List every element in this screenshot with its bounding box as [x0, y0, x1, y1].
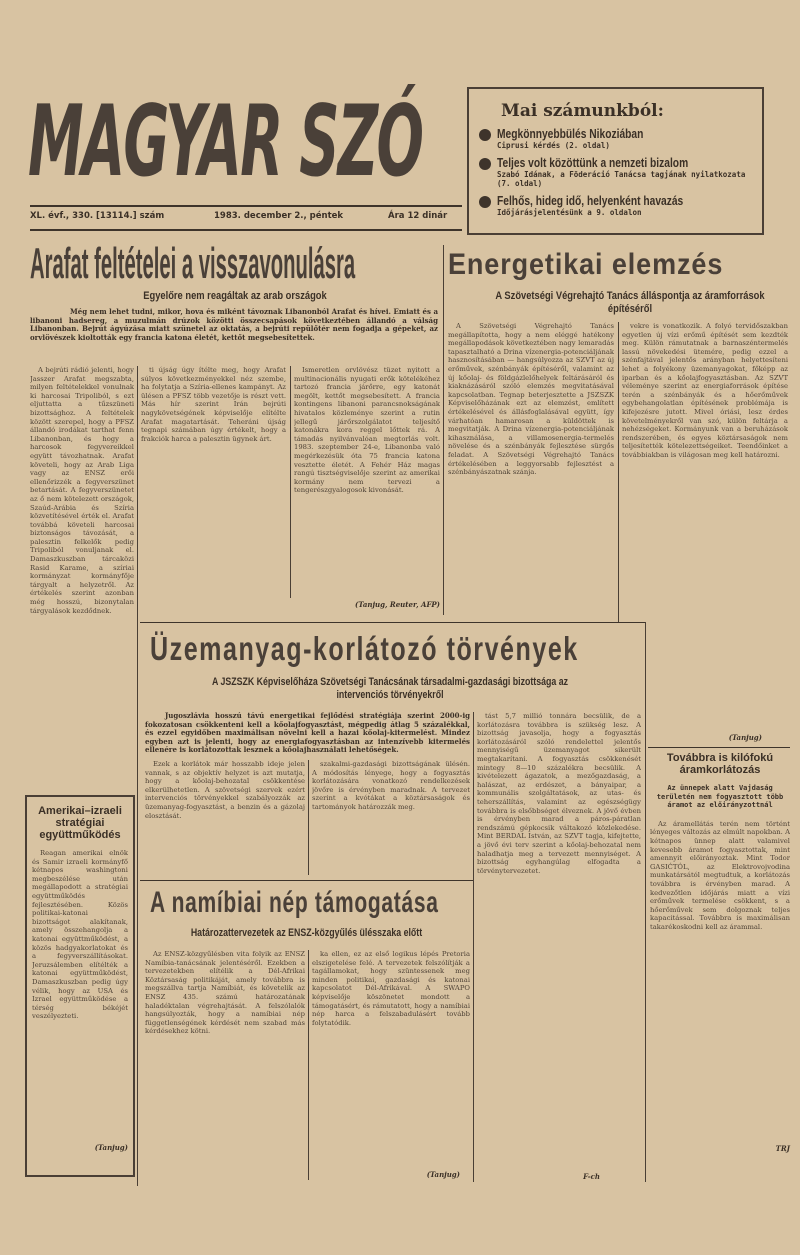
bullet-icon: [479, 196, 491, 208]
arafat-subtitle: Egyelőre nem reagáltak az arab országok: [143, 290, 327, 302]
arafat-lead: Még nem lehet tudni, mikor, hova és miként távoznak Libanonból Arafat és hívei. Emiatt és a libanoni hadsereg, a muzulmán drúzok közötti összecsapások következtében állandó a válság Libanonban. Bejrút ágyúzása miatt szünetel az oktatás, a bejrúti repülőtér nem fogadja a gépeket, az orvlövészek kioltották egy francia katona életét, kettőt megsebesítettek.: [30, 308, 438, 342]
energy-source: (Tanjug): [728, 733, 762, 742]
arafat-headline: Arafat feltételei a visszavonulásra: [30, 239, 356, 288]
bullet-icon: [479, 158, 491, 170]
fuel-subtitle: A JSZSZK Képviselőháza Szövetségi Tanácsának társadalmi-gazdasági bizottsága az intervenciós törvényekről: [211, 676, 569, 701]
divider: [30, 229, 462, 231]
price: Ára 12 dinár: [388, 211, 448, 221]
bullet-icon: [479, 129, 491, 141]
energy-subtitle: A Szövetségi Végrehajtó Tanács álláspontja az áramforrások építéséről: [495, 290, 765, 315]
usisrael-body: Reagan amerikai elnök és Samir izraeli kormányfő kétnapos washingtoni megbeszélése után megállapodott a stratégiai együttműködés fejlesztésében. Közös politikai-katonai bizottságot alakítanak, amely összehangolja a katonai együttműködést, a közös hadgyakorlatokat és a fegyverszállításokat. Jeruzsálemben elítélték a katonai együttműködést, Damaszkuszban pedig úgy vélik, hogy az USA és Izrael együttműködése a térség békéjét veszélyezteti.: [32, 849, 128, 1021]
divider: [30, 205, 462, 207]
contents-box: [467, 87, 764, 235]
fuel-column: Ezek a korlátok már hosszabb ideje jelen vannak, s az objektív helyzet is azt mutatja, hogy a kőolaj-behozatal csökkentése elkerülhetetlen. A szövetségi szervek ezért intervenciós törvényekkel szabályozzák az üzemanyag-fogyasztást, a benzin és a gázolaj elosztását.: [145, 760, 305, 820]
namibia-source: (Tanjug): [426, 1170, 460, 1179]
contents-sub: Időjárásjelentésünk a 9. oldalon: [497, 208, 642, 217]
contents-sub: Ciprusi kérdés (2. oldal): [497, 141, 610, 150]
arafat-column: A bejrúti rádió jelenti, hogy Jasszer Arafat megszabta, milyen feltételekkel vonulnak ki harcosai Tripoliból, s ezt eljuttatta a tűzszüneti bizottsághoz. A feltételek között szerepel, hogy a PFSZ állandó irodákat tarthat fenn Libanonban, és hogy a harcosok fegyvereikkel együtt távozhatnak. Arafat követeli, hogy az Arab Liga vagy az ENSZ erői ellenőrizzék a fegyverszünet betartását. A fegyverszünetet az ő nem kötelezett országok, Szaúd-Arábia és Szíria közvetítésével érték el. Arafat továbbá követeli harcosai biztonságos távozását, a palesztin felkelők pedig Tripoliból vonuljanak el. Damaszkuszban tárcaközi Rasid Karame, a szíriai kormányzat kormányfője tárgyalt a helyzetről. Az értékelés szerint azonban még hosszú, bizonytalan tárgyalások kezdődnek.: [30, 366, 134, 615]
fuel-source: F-ch: [583, 1172, 600, 1181]
energy-column: vekre is vonatkozik. A folyó tervidőszakban egyetlen új vízi erőmű építését sem kezdték meg. Külön rámutatnak a barnaszéntermelés lassú növekedési ütemére, pedig ezzel a szénfajtával jelentős arányban helyettesíteni lehet a folyékony üzemanyagokat, főképp az iparban és a kőolajfogyasztásban. Az SZVT véleménye szerint az energiaforrások építése terén a szénbányák és a hőerőművek egybehangolatlan építésének problémája is kifejezésre jutott. Mivel óriási, lesz érdes követelményekről van szó, külön feltárja a nehézségeket. Kormányunk van a beruházások rendszerében, és egyes köztársaságok nem teljesítették kötelezettségeiket. Teendőinket a továbbiakban is világosan meg kell határozni.: [622, 322, 788, 459]
namibia-column: Az ENSZ-közgyűlésben vita folyik az ENSZ Namíbia-tanácsának jelentéséről. Ezekben a tervezetekben elítélik a Dél-Afrikai Köztársaság politikáját, amely továbbra is megszállva tartja Namíbiát, és követelik az ENSZ 435. számú határozatának haladéktalan végrehajtását. A felszólalók hangsúlyozták, hogy a namíbiai nép függetlenségének kérdését nem szabad más kérdésekhez kötni.: [145, 950, 305, 1036]
contents-item[interactable]: [479, 194, 752, 217]
power-body: Az áramellátás terén nem történt lényeges változás az elmúlt napokban. A kétnapos ünnep alatt valamivel kevesebb áramot fogyasztottak, mint amennyit előirányoztak. Mint Todor GASIĆTÓL, az Elektrovojvodina munkatársától megtudtuk, a korlátozás továbbra is érvényben marad. A kedvezőtlen időjárás miatt a vízi erőművek termelése csökkent, s a hőerőművek sem dolgoznak teljes kapacitással. Továbbra is maximálisan takarékoskodni kell az árammal.: [650, 819, 790, 931]
volume-number: XL. évf., 330. [13114.] szám: [30, 211, 165, 221]
namibia-subtitle: Határozattervezetek az ENSZ-közgyűlés ülésszaka előtt: [190, 927, 423, 939]
namibia-headline: A namíbiai nép támogatása: [150, 886, 439, 919]
newspaper-logo: MAGYAR SZÓ: [28, 85, 423, 199]
energy-headline: Energetikai elemzés: [448, 248, 724, 281]
power-article: [650, 752, 790, 1182]
arafat-source: (Tanjug, Reuter, AFP): [355, 600, 440, 609]
arafat-column: ti újság úgy ítélte meg, hogy Arafat súlyos következményekkel néz szembe, ha folytatja a Szíria-ellenes kampányt. Az ülésen a PFSZ több vezetője is részt vett. Más hír szerint Irán bejrúti nagykövetségének képviselője elítélte Arafat magatartását. Teheráni újság tegnapi számában úgy értékelt, hogy a frakciók harca a palesztin ügynek árt.: [141, 366, 286, 443]
contents-title: Mai számunkból:: [501, 101, 664, 121]
contents-item[interactable]: [479, 127, 752, 150]
contents-headline: Felhős, hideg idő, helyenként havazás: [497, 194, 684, 208]
fuel-lead: Jugoszlávia hosszú távú energetikai fejlődési stratégiája szerint 2000-ig fokozatosan csökkenteni kell a kőolajfogyasztást, mégpedig átlag 5 százalékkal, és ezzel egyidőben maximálisan növelni kell a hazai kőolaj-kitermelést. Mindez egyben azt is jelenti, hogy az energiafogyasztásban az intenzívebb kitermelés ellenére is korlátozottak lesznek a kőolajhasználati lehetőségek.: [145, 712, 470, 755]
power-source: TRJ: [775, 1143, 790, 1153]
usisrael-article: [25, 795, 135, 1177]
contents-headline: Teljes volt közöttünk a nemzeti bizalom: [497, 156, 689, 170]
contents-headline: Megkönnyebbülés Nikoziában: [497, 127, 644, 141]
contents-item[interactable]: [479, 156, 752, 188]
issue-date: 1983. december 2., péntek: [214, 211, 344, 221]
fuel-headline: Üzemanyag-korlátozó törvények: [150, 630, 579, 667]
contents-sub: Szabó Idának, a Föderáció Tanácsa tagjának nyilatkozata (7. oldal): [497, 170, 746, 188]
energy-column: A Szövetségi Végrehajtó Tanács megállapította, hogy a nem eléggé hatékony megállapodások következtében nagy lemaradás tapasztalható a Drina vízenergia-potenciáljának hasznosításában — hangsúlyozza az SZVT az új erőművek, szénbányák építéséről, valamint az új kőolaj- és földgázlelőhelyek feltárásáról és kiaknázásáról szóló elemzés megvitatásával kapcsolatban. Tegnap beterjesztette a JSZSZK Képviselőházának ezt az elemzést, említett értékelésével és állásfoglalásával együtt, így várhatóan hamarosan a küldöttek is megvitatják. A Drina vízenergia-potenciáljának kihasználása, a villamosenergia-termelés növelése és a szénbányák fejlesztése sürgős feladat. A Szövetségi Végrehajtó Tanács értékelésében a leggyorsabb fejlesztést a szénbányászatnak szánja.: [448, 322, 614, 477]
arafat-column: Ismeretlen orvlövész tüzet nyitott a multinacionális nyugati erők kötelékéhez tartozó francia járőrre, egy katonát megölt, kettőt megsebesített. A francia kontingens libanoni parancsnokságának hivatalos közleménye szerint a rutin jellegű járőrszolgálatot teljesítő katonákra kora reggel lőttek rá. A támadás nyilvánvalóan megtorlás volt. 1983. szeptember 24-e, Libanonba való megérkezésük óta 75 francia katona vesztette életét. A Fehér Ház magas rangú tisztségviselője szerint az amerikai kormány nem tervezi a tengerészgyalogosok kivonását.: [294, 366, 440, 495]
usisrael-source: (Tanjug): [94, 1143, 128, 1152]
usisrael-headline: Amerikai–izraeli stratégiai együttműködés: [38, 805, 122, 841]
power-headline: Továbbra is kilófokú áramkorlátozás: [666, 752, 774, 776]
power-lead: Az ünnepek alatt Vajdaság területén nem fogyasztott több áramot az előirányzottnál: [656, 784, 784, 810]
fuel-column: tást 5,7 millió tonnára becsülik, de a korlátozásra továbbra is szükség lesz. A bizottság javasolja, hogy a fogyasztás korlátozásáról szóló rendelettel jelentős mennyiségű üzemanyagot sikerült megtakarítani. A fogyasztás csökkenését mintegy 8—10 százalékra becsülik. A kivételezett ágazatok, a mezőgazdaság, a halászat, az erdészet, a bányaipar, a kommunális szolgáltatások, az utas- és teherszállítás, valamint az egészségügy továbbra is elsőbbséget élveznek. A jövő évben is érvényben marad a páros-páratlan rendszámú gépkocsik váltakozó közlekedése. Mint BERDAL István, az SZVT tagja, kifejtette, a jövő évi terv szerint a kőolaj-behozatal nem haladhatja meg a tervezett mennyiséget. A bizottság egyhangúlag elfogadta a törvénytervezetet.: [477, 712, 641, 875]
fuel-column: szakalmi-gazdasági bizottságának ülésén. A módosítás lényege, hogy a fogyasztás korlátozására vonatkozó rendelkezések jövőre is érvényben maradnak. A tervezet szerint a kvótákat a köztársaságok és tartományok határozzák meg.: [312, 760, 470, 811]
namibia-column: ka ellen, ez az első logikus lépés Pretoria elszigetelése felé. A tervezetek felszólítják a tagállamokat, hogy szüntessenek meg minden politikai, gazdasági és katonai kapcsolatot Dél-Afrikával. A SWAPO képviselője köszönetet mondott a támogatásért, és rámutatott, hogy a namíbiai nép harca a felszabadulásért tovább folytatódik.: [312, 950, 470, 1027]
